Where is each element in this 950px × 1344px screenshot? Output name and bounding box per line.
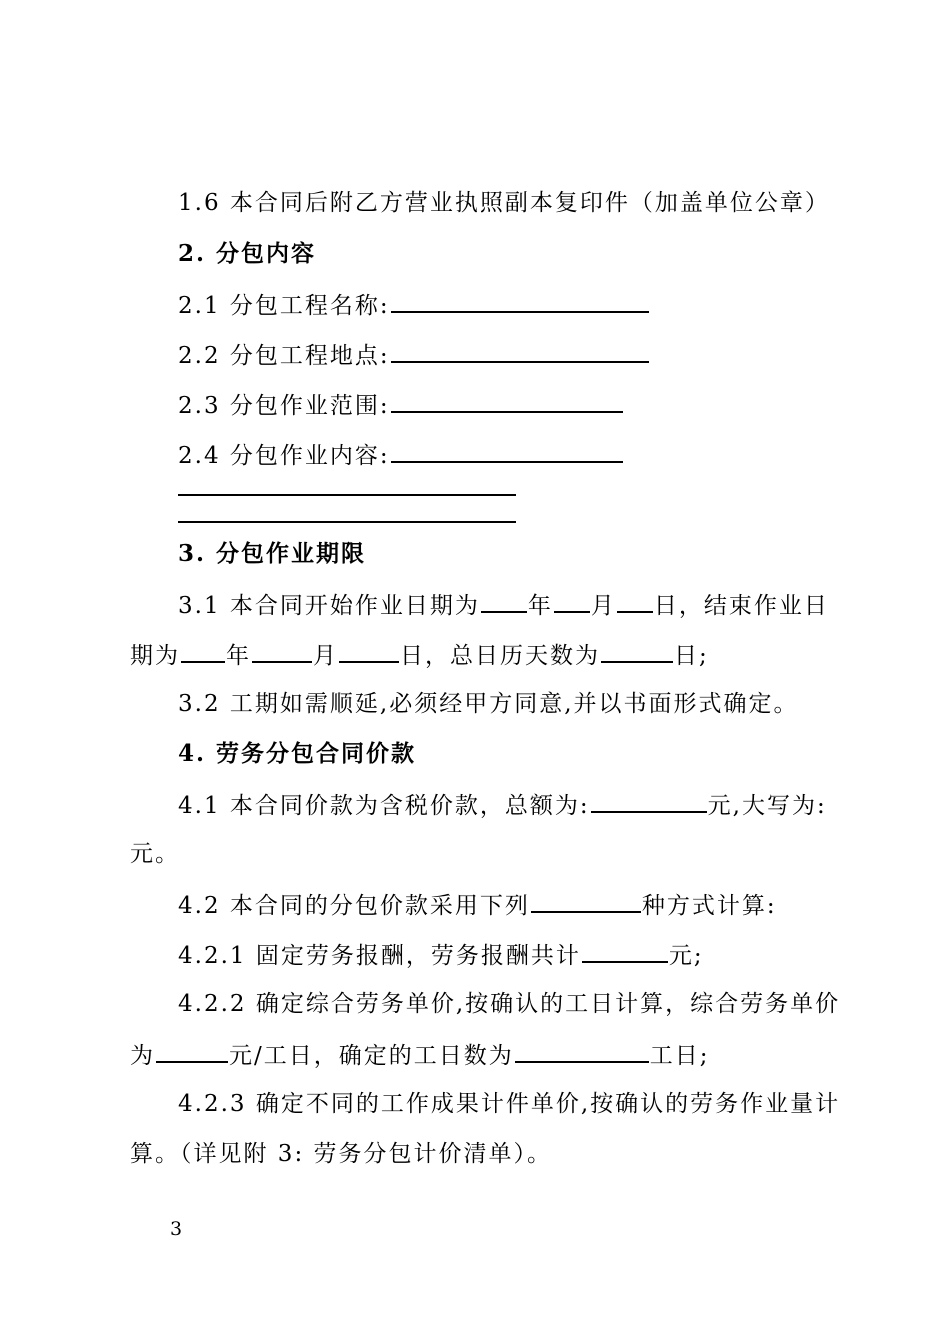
clause-4-2 — [178, 889, 777, 921]
clause-4-2-2-line-2 — [130, 1039, 710, 1071]
yuan-label: 元; — [668, 943, 704, 969]
clause-4-2-1-text: 4.2.1 固定劳务报酬，劳务报酬共计 — [178, 943, 581, 969]
end-month-blank[interactable] — [252, 639, 312, 663]
workday-text: 元/工日，确定的工日数为 — [229, 1043, 514, 1069]
end-day-blank[interactable] — [339, 639, 399, 663]
end-date-text: 日，结束作业日 — [653, 593, 829, 619]
clause-3-1-line-2 — [130, 639, 709, 671]
unit-price-blank[interactable] — [156, 1039, 228, 1063]
contract-amount-blank[interactable] — [591, 789, 707, 813]
total-days-text: 日，总日历天数为 — [400, 643, 600, 669]
work-content-blank[interactable] — [391, 439, 623, 463]
fixed-fee-blank[interactable] — [582, 939, 668, 963]
workday-label: 工日; — [649, 1043, 710, 1069]
section-heading-2: 2. 分包内容 — [178, 240, 317, 267]
amount-in-words-label: 元,大写为: — [707, 793, 827, 819]
work-scope-blank[interactable] — [391, 389, 623, 413]
section-heading-3: 3. 分包作业期限 — [178, 540, 367, 567]
clause-3-2: 3.2 工期如需顺延,必须经甲方同意,并以书面形式确定。 — [178, 691, 799, 717]
work-content-blank-line-2[interactable] — [178, 494, 516, 496]
section-heading-4: 4. 劳务分包合同价款 — [178, 740, 417, 767]
clause-4-1-text: 4.1 本合同价款为含税价款，总额为: — [178, 793, 590, 819]
project-location-blank[interactable] — [391, 339, 649, 363]
clause-4-2-3-line-1: 4.2.3 确定不同的工作成果计件单价,按确认的劳务作业量计 — [178, 1091, 841, 1117]
clause-2-4 — [178, 439, 624, 471]
start-year-blank[interactable] — [481, 589, 527, 613]
clause-4-1-line-1 — [178, 789, 827, 821]
clause-2-3-label: 2.3 分包作业范围: — [178, 393, 390, 419]
clause-4-2-2-line-1: 4.2.2 确定综合劳务单价,按确认的工日计算，综合劳务单价 — [178, 991, 841, 1017]
calculation-method-label: 种方式计算: — [641, 893, 777, 919]
clause-4-1-line-2: 元。 — [130, 841, 180, 867]
clause-2-1 — [178, 289, 650, 321]
clause-2-2-label: 2.2 分包工程地点: — [178, 343, 390, 369]
start-month-blank[interactable] — [554, 589, 590, 613]
month-label: 月 — [313, 643, 338, 669]
clause-3-1-text: 3.1 本合同开始作业日期为 — [178, 593, 480, 619]
clause-2-1-label: 2.1 分包工程名称: — [178, 293, 390, 319]
unit-price-prefix: 为 — [130, 1043, 155, 1069]
page-number: 3 — [170, 1218, 183, 1240]
total-days-blank[interactable] — [601, 639, 673, 663]
clause-2-3 — [178, 389, 624, 421]
day-label: 日; — [674, 643, 709, 669]
clause-1-6: 1.6 本合同后附乙方营业执照副本复印件（加盖单位公章） — [178, 190, 830, 216]
end-year-blank[interactable] — [181, 639, 225, 663]
calculation-method-blank[interactable] — [531, 889, 641, 913]
clause-4-2-text: 4.2 本合同的分包价款采用下列 — [178, 893, 530, 919]
clause-4-2-3-line-2: 算。（详见附 3: 劳务分包计价清单）。 — [130, 1141, 553, 1167]
clause-4-2-1 — [178, 939, 704, 971]
clause-3-1-line-1 — [178, 589, 829, 621]
clause-2-2 — [178, 339, 650, 371]
work-content-blank-line-3[interactable] — [178, 521, 516, 523]
year-label: 年 — [527, 593, 553, 619]
workday-count-blank[interactable] — [515, 1039, 649, 1063]
period-label: 期为 — [130, 643, 180, 669]
project-name-blank[interactable] — [391, 289, 649, 313]
clause-2-4-label: 2.4 分包作业内容: — [178, 443, 390, 469]
year-label: 年 — [226, 643, 251, 669]
start-day-blank[interactable] — [617, 589, 653, 613]
month-label: 月 — [590, 593, 616, 619]
